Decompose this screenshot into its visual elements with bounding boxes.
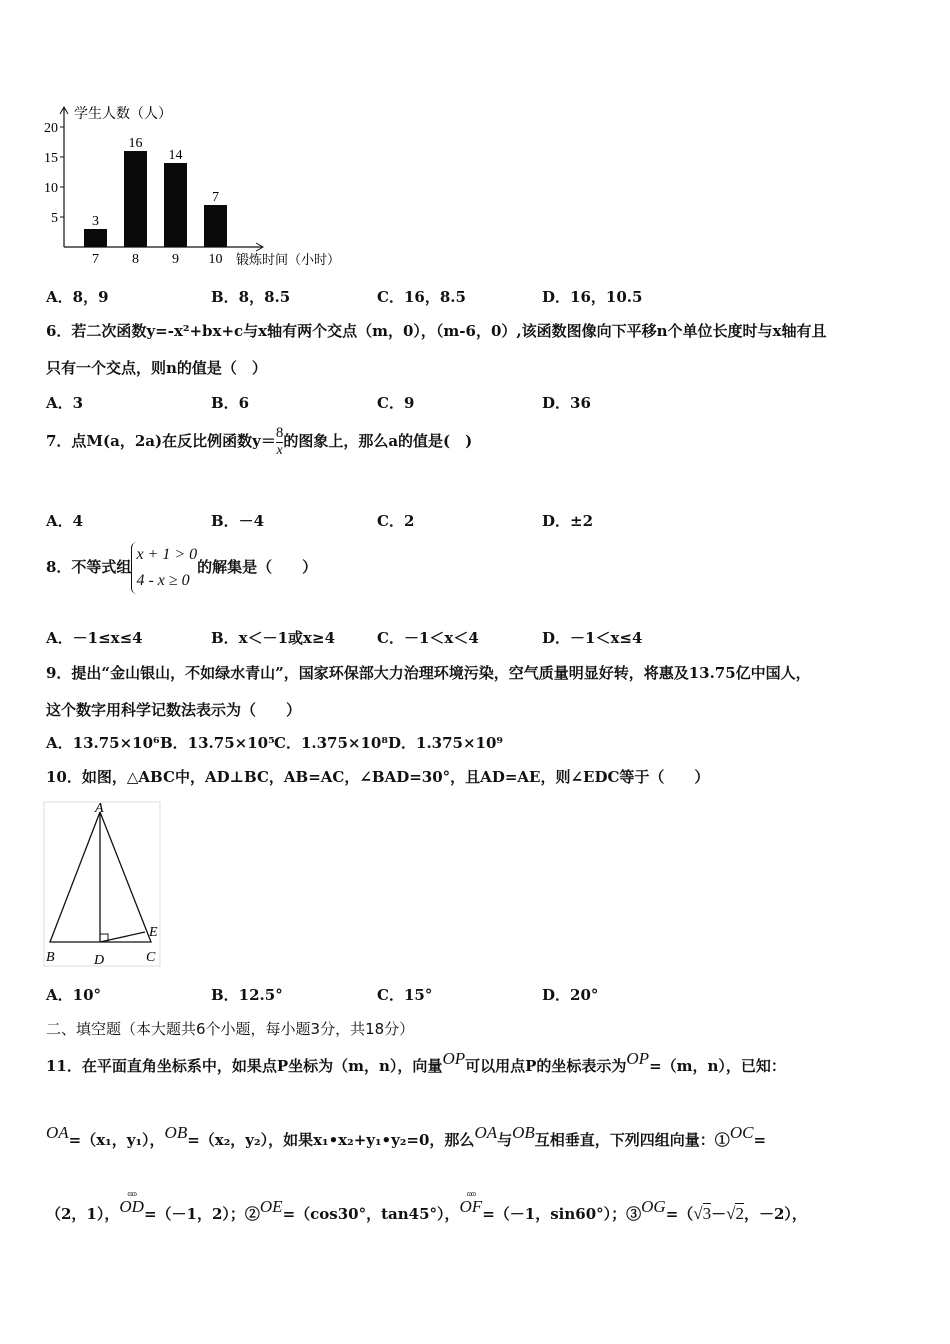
q8-suffix: 的解集是（ ） xyxy=(197,558,318,576)
q8-ineq-1: x + 1 > 0 xyxy=(136,546,198,563)
q8-option-a[interactable]: A．－1≤x≤4 xyxy=(46,629,143,647)
q11-text-3: =（m，n），已知： xyxy=(649,1057,786,1075)
q11-line3 xyxy=(46,1189,807,1224)
q10-option-d[interactable]: D．20° xyxy=(542,986,599,1004)
bar xyxy=(84,229,107,247)
q9-stem-line1: 9．提出“金山银山，不如绿水青山”，国家环保部大力治理环境污染，空气质量明显好转，将惠及13.75亿中国人， xyxy=(46,664,811,682)
vector-of xyxy=(460,1191,483,1217)
q11-text-9: （2，1）， xyxy=(46,1205,120,1223)
q11-text-12: =（－1，sin60°）；③ xyxy=(482,1205,642,1223)
q6-option-c[interactable]: C．9 xyxy=(377,394,415,412)
x-tick-label: 8 xyxy=(132,252,139,267)
q11-text-4: =（x₁，y₁）， xyxy=(68,1131,165,1149)
label-b: B xyxy=(46,950,55,965)
label-e: E xyxy=(149,925,158,940)
q10-option-c[interactable]: C．15° xyxy=(377,986,433,1004)
arrow-icon: ɷɷ xyxy=(466,1189,476,1198)
q7-suffix: 的图象上，那么a的值是( ) xyxy=(283,432,473,450)
vector-ob-2: OB xyxy=(512,1123,535,1142)
vector-og: OG xyxy=(641,1197,666,1216)
q5-option-b[interactable]: B．8，8.5 xyxy=(211,288,291,306)
q8-option-c[interactable]: C．－1＜x＜4 xyxy=(377,629,479,647)
q9-option-b[interactable]: B．13.75×10⁵ xyxy=(160,734,275,752)
q11-text-2: 可以用点P的坐标表示为 xyxy=(465,1057,627,1075)
q10-option-b[interactable]: B．12.5° xyxy=(211,986,283,1004)
label-c: C xyxy=(146,950,156,965)
vector-ob: OB xyxy=(164,1123,188,1142)
sqrt-2: √2 xyxy=(726,1204,744,1223)
vector-oa-2: OA xyxy=(474,1123,498,1142)
y-tick-label: 10 xyxy=(44,181,58,196)
q8-inequality-system xyxy=(131,542,197,594)
q11-line2 xyxy=(46,1123,767,1150)
bar-value-label: 16 xyxy=(128,136,143,151)
q7-prefix: 7．点M(a，2a)在反比例函数y＝ xyxy=(46,432,276,450)
q9-option-c[interactable]: C．1.375×10⁸ xyxy=(274,734,388,752)
q7-option-b[interactable]: B．－4 xyxy=(211,512,265,530)
x-axis-title: 锻炼时间（小时） xyxy=(236,253,341,268)
label-d: D xyxy=(94,953,105,968)
q9-stem-line2: 这个数字用科学记数法表示为（ ） xyxy=(46,701,302,719)
q8-stem xyxy=(46,542,317,594)
q7-option-d[interactable]: D．±2 xyxy=(542,512,594,530)
q11-text-8: = xyxy=(753,1131,767,1149)
q11-text-1: 11．在平面直角坐标系中，如果点P坐标为（m，n），向量 xyxy=(46,1057,443,1075)
bar-chart xyxy=(40,98,370,273)
q7-frac-num: 8 xyxy=(275,425,284,441)
q5-option-a[interactable]: A．8，9 xyxy=(46,288,109,306)
vector-od-label: OD xyxy=(119,1197,144,1216)
bar-value-label: 14 xyxy=(168,148,183,163)
section-title: 二、填空题（本大题共6个小题，每小题3分，共18分） xyxy=(46,1020,415,1038)
q5-option-c[interactable]: C．16，8.5 xyxy=(377,288,466,306)
q9-option-a[interactable]: A．13.75×10⁶ xyxy=(46,734,160,752)
q6-option-b[interactable]: B．6 xyxy=(211,394,250,412)
bar-value-label: 7 xyxy=(212,190,219,205)
sqrt-3: √3 xyxy=(693,1204,712,1223)
vector-od xyxy=(119,1191,144,1217)
q10-option-a[interactable]: A．10° xyxy=(46,986,102,1004)
x-tick-label: 7 xyxy=(92,252,99,267)
q7-option-c[interactable]: C．2 xyxy=(377,512,415,530)
bar-value-label: 3 xyxy=(92,214,99,229)
y-tick-label: 15 xyxy=(44,151,58,166)
q8-option-d[interactable]: D．－1＜x≤4 xyxy=(542,629,643,647)
bar xyxy=(204,205,227,247)
y-axis-title: 学生人数（人） xyxy=(74,106,172,122)
q11-text-14: － xyxy=(711,1205,727,1223)
q5-option-d[interactable]: D．16，10.5 xyxy=(542,288,643,306)
q10-stem: 10．如图，△ABC中，AD⊥BC，AB=AC，∠BAD=30°，且AD=AE，则∠EDC等于（ ） xyxy=(46,768,710,786)
bar xyxy=(124,151,147,247)
vector-op-2: OP xyxy=(626,1049,650,1068)
q11-line1 xyxy=(46,1049,786,1076)
q11-text-11: =（cos30°，tan45°）， xyxy=(282,1205,460,1223)
q6-option-a[interactable]: A．3 xyxy=(46,394,84,412)
vector-op: OP xyxy=(442,1049,466,1068)
sqrt-3-radicand: 3 xyxy=(702,1204,712,1223)
triangle-figure xyxy=(42,800,167,972)
y-tick-label: 5 xyxy=(51,211,58,226)
q8-prefix: 8．不等式组 xyxy=(46,558,132,576)
vector-oc: OC xyxy=(729,1123,754,1142)
q11-text-7: 互相垂直，下列四组向量：① xyxy=(534,1131,730,1149)
chart-bars xyxy=(84,151,227,247)
q7-stem xyxy=(46,425,472,459)
q11-text-5: =（x₂，y₂），如果x₁•x₂+y₁•y₂=0，那么 xyxy=(187,1131,475,1149)
y-tick-label: 20 xyxy=(44,121,58,136)
q6-stem-line1: 6．若二次函数y=-x²+bx+c与x轴有两个交点（m，0），（m-6，0）,该函数图像向下平移n个单位长度时与x轴有且 xyxy=(46,322,827,340)
q6-option-d[interactable]: D．36 xyxy=(542,394,591,412)
label-a: A xyxy=(95,801,104,816)
x-tick-label: 10 xyxy=(208,252,223,267)
q7-option-a[interactable]: A．4 xyxy=(46,512,84,530)
q8-option-b[interactable]: B．x＜－1或x≥4 xyxy=(211,629,336,647)
q11-text-10: =（－1，2）；② xyxy=(143,1205,260,1223)
q11-text-6: 与 xyxy=(497,1131,513,1149)
q9-option-d[interactable]: D．1.375×10⁹ xyxy=(388,734,503,752)
vector-oa: OA xyxy=(46,1123,69,1142)
q8-ineq-2: 4 - x ≥ 0 xyxy=(136,572,190,589)
q6-stem-line2: 只有一个交点，则n的值是（ ） xyxy=(46,359,267,377)
bar xyxy=(164,163,187,247)
q7-frac-den: x xyxy=(276,443,283,458)
sqrt-2-radicand: 2 xyxy=(735,1204,744,1223)
arrow-icon: ɷɷ xyxy=(127,1189,136,1198)
x-tick-label: 9 xyxy=(172,252,179,267)
q11-text-13: =（ xyxy=(665,1205,694,1223)
q11-text-15: ，－2）， xyxy=(743,1205,807,1223)
vector-oe: OE xyxy=(259,1197,283,1216)
vector-of-label: OF xyxy=(459,1197,483,1216)
